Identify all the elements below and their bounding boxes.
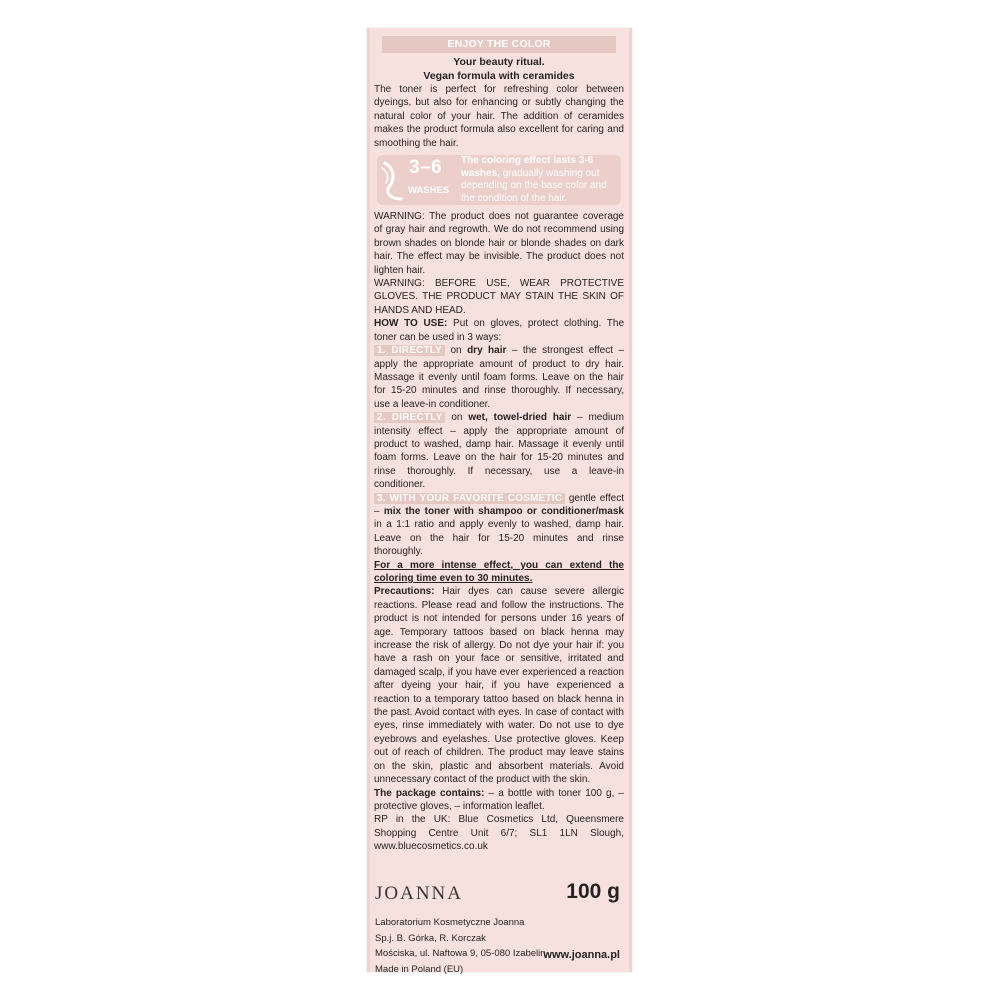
step-3-text: in a 1:1 ratio and apply evenly to washed, damp hair. Leave on the hair for 15-20 minutes and rinse thoroughly. [374,519,624,558]
step-2-text: – medium intensity effect – apply the appropriate amount of product to washed, damp hair. Massage it evenly until foam forms. Leave on the hair for 15-20 minutes and rinse thoroughly. If necessary, use a leave-in conditioner. [374,412,625,491]
tagline-line-1: Your beauty ritual. [453,56,545,68]
rp-uk: RP in the UK: Blue Cosmetics Ltd, Queensmere Shopping Centre Unit 6/7; SL1 1LN Slough, www.bluecosmetics.co.uk [374,814,624,853]
washes-badge [377,155,461,205]
address-line-3: Mościska, ul. Naftowa 9, 05-080 Izabelin [375,948,546,959]
washes-label: WASHES [408,185,450,197]
brand-logo: JOANNA [375,883,463,904]
step-2-tag: 2. DIRECTLY [374,412,445,423]
hair-strand-icon [379,159,409,203]
tagline [374,56,624,83]
how-to-use-text: Put on gloves, protect clothing. The toner can be used in 3 ways: [374,318,624,343]
address-line-4: Made in Poland (EU) [375,963,464,975]
step-1-bold: dry hair [467,345,507,357]
package-contents [374,787,624,814]
label-content [374,36,624,854]
step-2-bold: wet, towel-dried hair [468,412,572,424]
step-3-pre: gentle effect – [374,492,624,517]
website: www.joanna.pl [543,949,620,961]
step-1-pre: on [445,345,468,357]
washes-text-bold: The coloring effect lasts 3-6 washes, [461,155,594,179]
step-3-bold: mix the toner with shampoo or conditioner/mask [383,505,624,517]
tagline-line-2: Vegan formula with ceramides [423,69,575,82]
washes-text-rest: gradually washing out depending on the base color and the condition of the hair. [461,167,607,204]
package-label: The package contains: [374,787,485,799]
how-to-use-label: HOW TO USE: [374,318,448,330]
product-box-back [367,28,632,975]
intro-text: The toner is perfect for refreshing color between dyeings, but also for enhancing or subtly changing the natural color of your hair. The addition of ceramides makes the product formula also excellent for caring and smoothing the hair. [374,84,624,149]
warning-coverage: WARNING: The product does not guarantee coverage of gray hair and regrowth. We do not recommend using brown shades on blonde hair or blonde shades on dark hair. The effect may be invisible. The product does not lighten hair. [374,211,624,276]
step-2-pre: on [445,412,469,424]
precautions-text: Hair dyes can cause severe allergic reactions. Please read and follow the instructions. The product is not intended for persons under 16 years of age. Temporary tattoos based on black henna may increase the risk of allergy. Do not dye your hair if: you have a rash on your face or sensitive, irritated and damaged scalp, if you have ever experienced a reaction after dyeing your hair, if you have experienced a reaction to a temporary tattoo based on black henna in the past. Avoid contact with eyes. In case of contact with eyes, rinse immediately with water. Do not use to dye eyebrows and eyelashes. Use protective gloves. Keep out of reach of children. The product may leave stains on the skin, plastic and absorbent materials. Avoid unnecessary contact of the product with the skin. [374,586,624,786]
washes-callout [377,155,621,205]
precautions [374,585,624,786]
step-2 [374,411,624,491]
step-3-tag: 3. WITH YOUR FAVORITE COSMETIC [374,493,565,504]
step-1-text: – the strongest effect – apply the appropriate amount of product to dry hair. Massage it evenly until foam forms. Leave on the hair for 15-20 minutes and rinse thoroughly. If necessary, use a leave-in conditioner. [374,345,625,410]
washes-number: 3–6 [409,157,443,179]
intense-effect-note: For a more intense effect, you can extend the coloring time even to 30 minutes. [374,559,624,584]
warning-gloves: WARNING: BEFORE USE, WEAR PROTECTIVE GLOVES. THE PRODUCT MAY STAIN THE SKIN OF HANDS AND HEAD. [374,278,624,316]
net-weight: 100 g [566,880,620,903]
manufacturer-address [375,915,546,977]
step-1 [374,344,624,411]
how-to-use [374,317,624,344]
step-3 [374,492,624,559]
step-1-tag: 1. DIRECTLY [374,345,445,356]
washes-description [461,155,615,205]
precautions-label: Precautions: [374,586,435,598]
address-line-1: Laboratorium Kosmetyczne Joanna [375,917,525,928]
address-line-2: Sp.j. B. Górka, R. Korczak [375,932,486,944]
package-text: – a bottle with toner 100 g, – protective gloves, – information leaflet. [374,787,624,812]
enjoy-banner: ENJOY THE COLOR [382,36,616,53]
